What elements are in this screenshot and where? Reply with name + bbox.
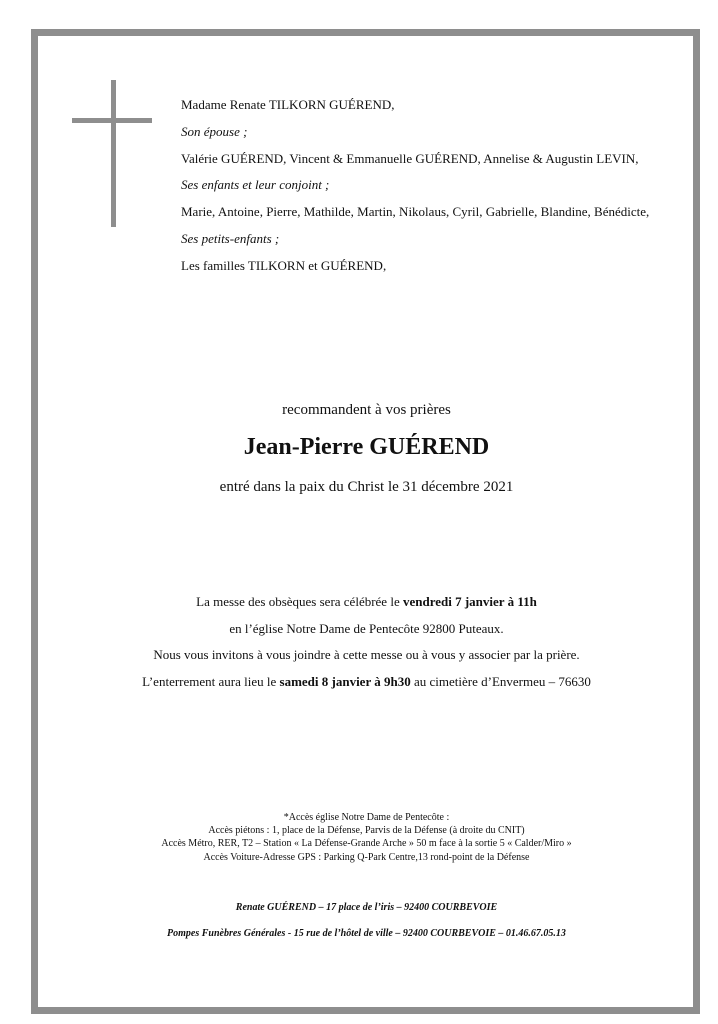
access-heading: *Accès église Notre Dame de Pentecôte : [283, 812, 450, 823]
access-line: Accès Voiture-Adresse GPS : Parking Q-Park Centre,13 rond-point de la Défense [203, 851, 530, 863]
burial-suffix: au cimetière d’Envermeu – 76630 [410, 673, 591, 689]
mass-date: vendredi 7 janvier à 11h [402, 594, 537, 609]
invite-line: Nous vous invitons à vous joindre à cette messe ou à vous y associer par la prière. [153, 647, 580, 662]
relation-line: Son épouse ; [181, 123, 248, 139]
access-line: Accès Métro, RER, T2 – Station « La Défense-Grande Arche » 50 m face à la sortie 5 « Calder/Miro » [161, 838, 572, 850]
family-list [181, 92, 681, 280]
family-address: Renate GUÉREND – 17 place de l’iris – 92400 COURBEVOIE [235, 902, 498, 913]
church-line: en l’église Notre Dame de Pentecôte 92800 Puteaux. [229, 620, 504, 636]
service-details [40, 589, 693, 695]
funeral-home-contact: Pompes Funèbres Générales - 15 rue de l’hôtel de ville – 92400 COURBEVOIE – 01.46.67.05.13 [167, 928, 566, 939]
cross-vertical-bar [111, 80, 116, 227]
mass-prefix: La messe des obsèques sera célébrée le [196, 594, 403, 609]
peace-text: entré dans la paix du Christ le 31 décembre 2021 [219, 479, 514, 495]
relation-line: Ses enfants et leur conjoint ; [181, 177, 330, 193]
burial-line [40, 669, 693, 696]
family-line: Les familles TILKORN et GUÉREND, [181, 257, 387, 273]
burial-prefix: L’enterrement aura lieu le [142, 673, 280, 689]
cross-horizontal-bar [72, 118, 152, 123]
family-line: Valérie GUÉREND, Vincent & Emmanuelle GUÉREND, Annelise & Augustin LEVIN, [181, 150, 639, 166]
family-line: Marie, Antoine, Pierre, Mathilde, Martin, Nikolaus, Cyril, Gabrielle, Blandine, Bénédicte, [181, 204, 650, 220]
deceased-name: Jean-Pierre GUÉREND [243, 434, 490, 460]
family-line: Madame Renate TILKORN GUÉREND, [181, 97, 395, 112]
access-info [40, 811, 693, 864]
access-line: Accès piétons : 1, place de la Défense, Parvis de la Défense (à droite du CNIT) [208, 825, 525, 837]
mass-line [40, 589, 693, 616]
recommend-text: recommandent à vos prières [282, 402, 451, 418]
burial-date: samedi 8 janvier à 9h30 [279, 673, 411, 689]
relation-line: Ses petits-enfants ; [181, 230, 280, 246]
